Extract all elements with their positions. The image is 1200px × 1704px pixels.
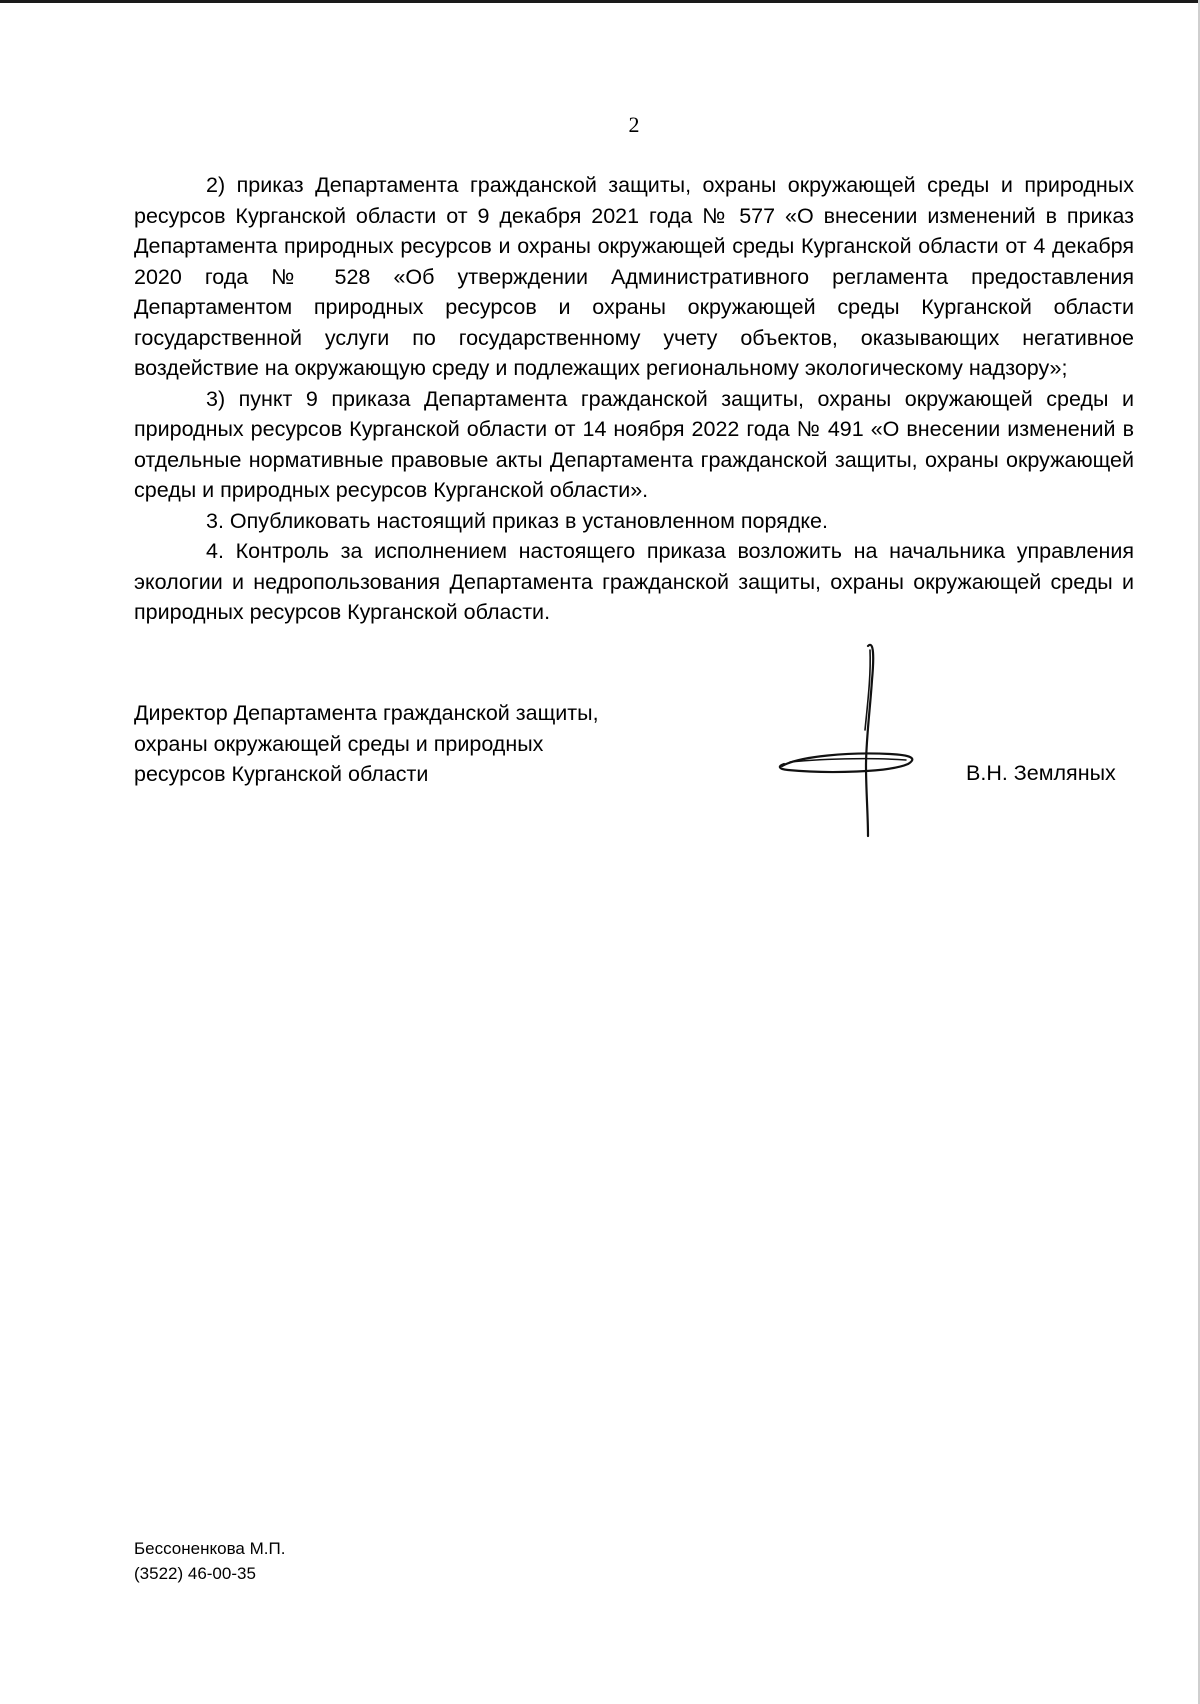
signatory-title-line: охраны окружающей среды и природных [134, 731, 544, 756]
signatory-title [134, 698, 694, 790]
executor-name: Бессоненкова М.П. [134, 1539, 286, 1558]
page-number: 2 [628, 112, 640, 137]
document-body [134, 170, 1134, 628]
executor-phone: (3522) 46-00-35 [134, 1564, 256, 1583]
signatory-title-line: ресурсов Курганской области [134, 762, 429, 786]
signatory-name: В.Н. Земляных [966, 761, 1116, 785]
paragraph-publish: 3. Опубликовать настоящий приказ в установленном порядке. [206, 508, 828, 533]
executor-info [134, 1536, 285, 1586]
paragraph-item-3: 3) пункт 9 приказа Департамента гражданской защиты, охраны окружающей среды и природных ресурсов Курганской области от 14 ноября 2022 года № 491 «О внесении изменений в отдельные нормативные правовые акты Департамента гражданской защиты, охраны окружающей среды и природных ресурсов Курганской области». [134, 386, 1134, 502]
handwritten-signature [770, 640, 940, 840]
paragraph-control: 4. Контроль за исполнением настоящего приказа возложить на начальника управления экологии и недропользования Департамента гражданской защиты, охраны окружающей среды и природных ресурсов Курганской области. [134, 539, 1134, 624]
signatory-title-line: Директор Департамента гражданской защиты, [134, 701, 599, 725]
scan-edge-top [0, 0, 1200, 3]
paragraph-item-2: 2) приказ Департамента гражданской защиты, охраны окружающей среды и природных ресурсов Курганской области от 9 декабря 2021 года № 577 «О внесении изменений в приказ Департамента природных ресурсов и охраны окружающей среды Курганской области от 4 декабря 2020 года № 528 «Об утверждении Административного регламента предоставления Департаментом природных ресурсов и охраны окружающей среды Курганской области государственной услуги по государственному учету объектов, оказывающих негативное воздействие на окружающую среду и подлежащих региональному экологическому надзору»; [134, 173, 1134, 380]
